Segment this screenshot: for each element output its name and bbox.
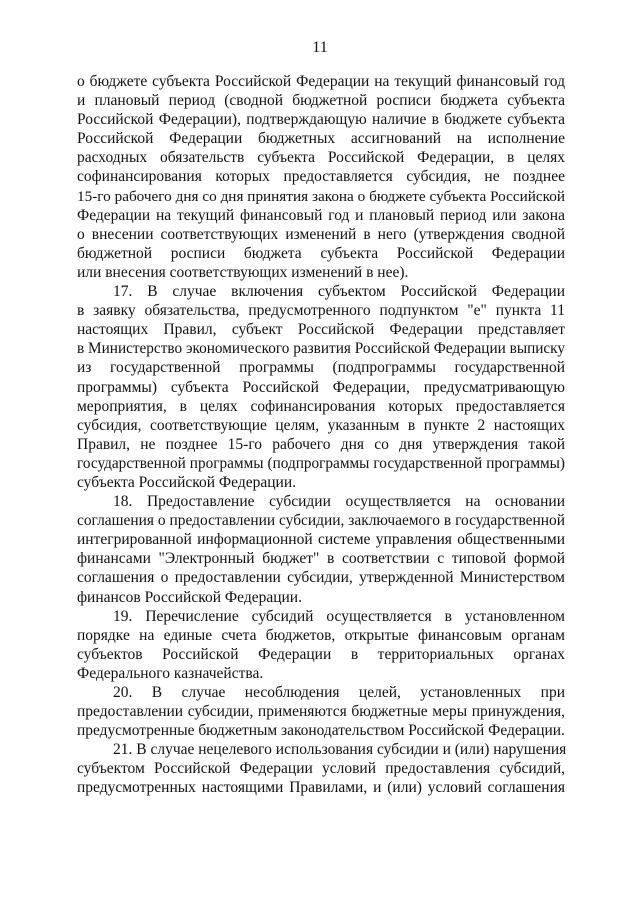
text-line: государственной программы (подпрограммы государственной программы) — [77, 454, 565, 472]
paragraph-19 — [77, 607, 565, 683]
text-line: о внесении соответствующих изменений в него (утверждения сводной — [77, 225, 565, 243]
text-line: расходных обязательств субъекта Российской Федерации, в целях — [77, 149, 565, 167]
paragraph-18 — [77, 492, 565, 607]
text-line: Федерального казначейства. — [77, 664, 264, 682]
text-line: в заявку обязательства, предусмотренного подпунктом "е" пункта 11 — [77, 302, 565, 320]
text-line: финансами "Электронный бюджет" в соответствии с типовой формой — [77, 550, 565, 568]
text-line: программы) субъекта Российской Федерации, предусматривающую — [77, 378, 565, 396]
text-line: бюджетной росписи бюджета субъекта Российской Федерации — [77, 244, 565, 262]
text-line: Российской Федерации), подтверждающую наличие в бюджете субъекта — [77, 111, 565, 129]
text-line: порядке на единые счета бюджетов, открытые финансовым органам — [77, 626, 565, 644]
text-line: Правил, не позднее 15-го рабочего дня со дня утверждения такой — [77, 435, 565, 453]
text-line: 21. В случае нецелевого использования субсидии и (или) нарушения — [113, 741, 567, 759]
text-line: интегрированной информационной системе управления общественными — [77, 531, 565, 549]
text-line: 18. Предоставление субсидии осуществляется на основании — [113, 493, 565, 511]
text-line: Федерации на текущий финансовый год и плановый период или закона — [77, 206, 565, 224]
text-line: предусмотренных настоящими Правилами, и (или) условий соглашения — [77, 779, 565, 797]
text-line: о бюджете субъекта Российской Федерации на текущий финансовый год — [77, 73, 565, 90]
document-body — [77, 72, 565, 798]
text-line: соглашения о предоставлении субсидии, заключаемого в государственной — [77, 512, 565, 530]
text-line: Российской Федерации бюджетных ассигнований на исполнение — [77, 130, 565, 148]
text-line: 15-го рабочего дня со дня принятия закона о бюджете субъекта Российской — [77, 187, 565, 205]
text-line: софинансирования которых предоставляется субсидия, не позднее — [77, 168, 565, 186]
paragraph-continuation — [77, 72, 565, 282]
paragraph-17 — [77, 282, 565, 492]
text-line: из государственной программы (подпрограммы государственной — [77, 359, 565, 377]
text-line: предусмотренные бюджетным законодательством Российской Федерации. — [77, 722, 565, 740]
text-line: субъектов Российской Федерации в территориальных органах — [77, 645, 565, 663]
text-line: субъекта Российской Федерации. — [77, 473, 296, 491]
paragraph-20 — [77, 683, 565, 740]
text-line: или внесения соответствующих изменений в нее). — [77, 263, 409, 281]
text-line: мероприятия, в целях софинансирования которых предоставляется — [77, 397, 565, 415]
text-line: 20. В случае несоблюдения целей, установленных при — [113, 684, 565, 701]
text-line: настоящих Правил, субъект Российской Федерации представляет — [77, 321, 565, 339]
text-line: финансов Российской Федерации. — [77, 588, 302, 606]
text-line: субъектом Российской Федерации условий предоставления субсидий, — [77, 760, 565, 778]
text-line: в Министерство экономического развития Российской Федерации выписку — [77, 340, 565, 358]
text-line: субсидия, соответствующие целям, указанным в пункте 2 настоящих — [77, 416, 565, 434]
paragraph-21 — [77, 740, 565, 797]
text-line: соглашения о предоставлении субсидии, утвержденной Министерством — [77, 569, 565, 587]
page-number: 11 — [312, 39, 328, 56]
text-line: 19. Перечисление субсидий осуществляется в установленном — [113, 607, 565, 625]
text-line: и плановый период (сводной бюджетной росписи бюджета субъекта — [77, 92, 565, 110]
text-line: 17. В случае включения субъектом Российской Федерации — [113, 283, 565, 301]
text-line: предоставлении субсидии, применяются бюджетные меры принуждения, — [77, 703, 565, 721]
